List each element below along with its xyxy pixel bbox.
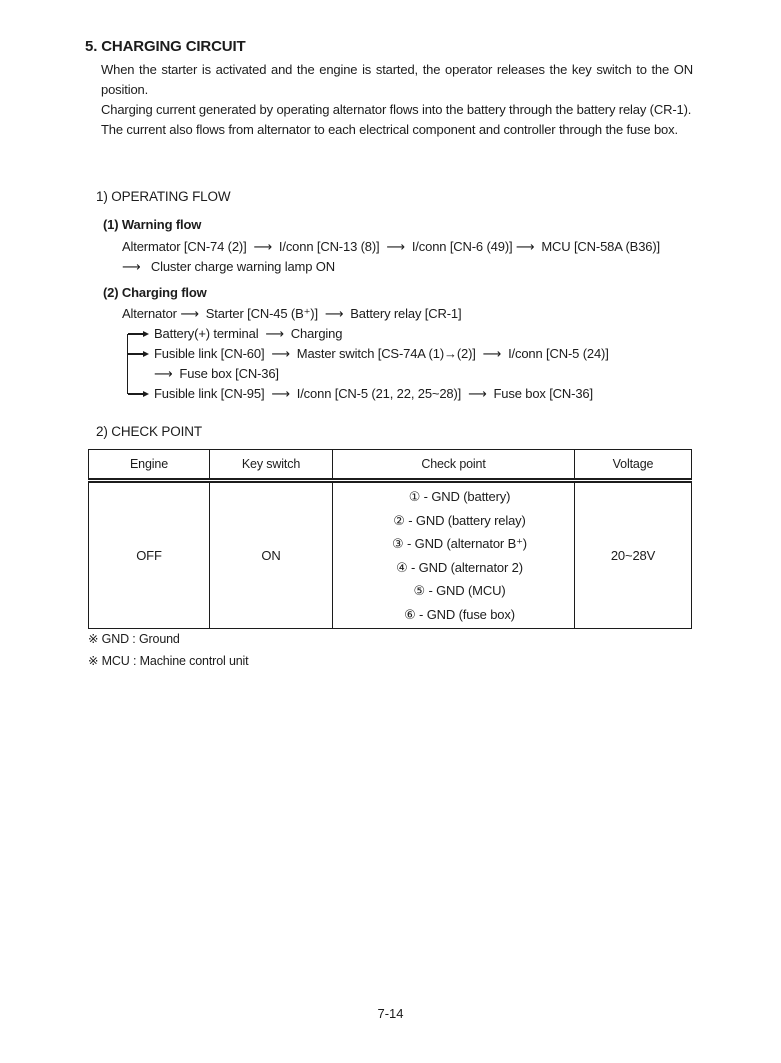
- branch-row: Fusible link [CN-95] ⟶ I/conn [CN-5 (21, 22, 25~28)] ⟶ Fuse box [CN-36]: [154, 386, 593, 401]
- section-heading: 5. CHARGING CIRCUIT: [85, 38, 246, 55]
- page-number: 7-14: [377, 1006, 404, 1021]
- footnotes: [88, 629, 249, 672]
- footnote-mcu: ※ MCU : Machine control unit: [88, 653, 249, 668]
- paragraph: The current also flows from alternator to each electrical component and controller through the fuse box.: [101, 122, 678, 137]
- check-point-table: [88, 449, 692, 629]
- warning-flow-line: Altermator [CN-74 (2)] ⟶ I/conn [CN-13 (8)] ⟶ I/conn [CN-6 (49)] ⟶ MCU [CN-58A (B36)]: [122, 239, 660, 254]
- check-item: ① - GND (battery): [408, 489, 511, 504]
- table-row: [89, 481, 692, 629]
- charging-flow-heading: (2) Charging flow: [103, 285, 207, 300]
- engine-value: OFF: [89, 481, 210, 629]
- intro-paragraphs: [101, 60, 693, 140]
- warning-flow-heading: (1) Warning flow: [103, 217, 202, 232]
- charging-flow-branch-diagram: [122, 324, 722, 406]
- table-header-row: [89, 450, 692, 481]
- key-switch-value: ON: [210, 481, 333, 629]
- check-item: ④ - GND (alternator 2): [396, 559, 523, 575]
- branch-row: Fusible link [CN-60] ⟶ Master switch [CS-74A (1)→(2)] ⟶ I/conn [CN-5 (24)]: [154, 346, 609, 361]
- check-item: ⑤ - GND (MCU): [413, 583, 506, 598]
- footnote-gnd: ※ GND : Ground: [88, 632, 180, 646]
- check-point-list: [333, 481, 575, 629]
- column-header-check-point: Check point: [333, 450, 575, 481]
- operating-flow-heading: 1) OPERATING FLOW: [96, 189, 231, 204]
- branch-row: Battery(+) terminal ⟶ Charging: [154, 326, 343, 341]
- check-item: ③ - GND (alternator B⁺): [392, 536, 527, 551]
- warning-flow-line: ⟶ Cluster charge warning lamp ON: [122, 259, 335, 274]
- check-item: ② - GND (battery relay): [393, 512, 526, 528]
- paragraph: Charging current generated by operating alternator flows into the battery through the battery relay (CR-1).: [101, 102, 692, 117]
- column-header-key-switch: Key switch: [210, 450, 333, 481]
- branch-row-continuation: ⟶ Fuse box [CN-36]: [154, 366, 279, 381]
- check-point-heading: 2) CHECK POINT: [96, 424, 202, 439]
- charging-flow-main-line: Alternator ⟶ Starter [CN-45 (B⁺)] ⟶ Battery relay [CR-1]: [122, 306, 462, 321]
- check-item: ⑥ - GND (fuse box): [404, 606, 515, 622]
- paragraph: When the starter is activated and the engine is started, the operator releases the key switch to the ON position.: [101, 62, 693, 97]
- column-header-voltage: Voltage: [575, 450, 692, 481]
- column-header-engine: Engine: [89, 450, 210, 481]
- voltage-value: 20~28V: [575, 481, 692, 629]
